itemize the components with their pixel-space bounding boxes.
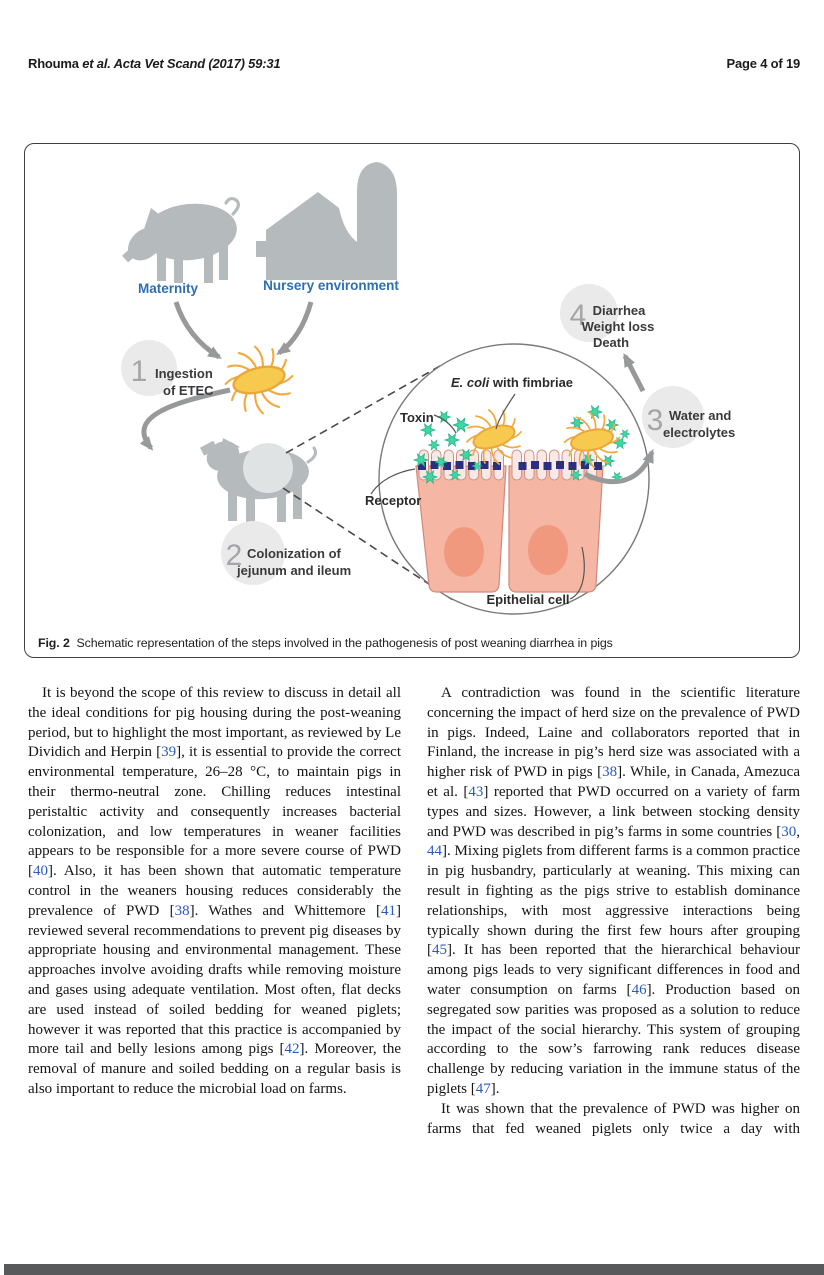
barn-silhouette: [256, 162, 397, 280]
reference-link[interactable]: 42: [284, 1041, 300, 1058]
running-citation: [28, 56, 280, 71]
step-1-number: 1: [130, 355, 148, 388]
step-3-number: 3: [646, 404, 664, 437]
paragraph: It was shown that the prevalence of PWD was higher on farms that fed weaned piglets only twice a day with: [427, 1100, 800, 1137]
figure-caption: [38, 636, 789, 650]
reference-link[interactable]: 40: [33, 863, 48, 880]
ecoli-label-rest: with fimbriae: [489, 375, 574, 390]
reference-link[interactable]: 38: [174, 902, 190, 919]
toxin-label: Toxin: [400, 410, 434, 425]
reference-link[interactable]: 39: [161, 744, 177, 761]
step-2-number: 2: [225, 539, 243, 572]
receptor-label: Receptor: [365, 493, 422, 508]
step-2-line-1: Colonization of: [247, 546, 341, 561]
epithelial-cell-label: Epithelial cell: [486, 592, 570, 607]
page-number: Page 4 of 19: [726, 56, 800, 71]
reference-link[interactable]: 30: [781, 823, 797, 840]
step-4-number: 4: [569, 299, 587, 332]
step-4-line-2: Weight loss: [581, 319, 655, 334]
piglet-silhouette: [200, 435, 316, 522]
reference-link[interactable]: 38: [602, 764, 618, 781]
author-name: Rhouma: [28, 56, 79, 71]
right-column: [427, 684, 800, 1139]
arrow-to-step-4: [625, 356, 643, 391]
left-column: [28, 684, 401, 1139]
step-4-line-1: Diarrhea: [592, 303, 646, 318]
cell-nucleus: [528, 525, 568, 575]
figure-2-illustration: [25, 144, 801, 619]
etec-bacterium-icon: [219, 340, 300, 421]
reference-link[interactable]: 47: [475, 1080, 491, 1097]
sow-silhouette: [122, 199, 240, 283]
cell-nucleus: [444, 527, 484, 577]
reference-link[interactable]: 45: [432, 942, 447, 959]
step-2-badge: [221, 521, 351, 585]
step-4-badge: [560, 284, 654, 350]
step-4-line-3: Death: [592, 335, 630, 350]
step-2-line-2: jejunum and ileum: [237, 563, 352, 578]
journal-citation: et al. Acta Vet Scand (2017) 59:31: [78, 56, 281, 71]
reference-link[interactable]: 43: [468, 783, 484, 800]
page-header: [28, 56, 800, 71]
bottom-page-bar: [4, 1264, 824, 1275]
paragraph: It is beyond the scope of this review to discuss in detail all the ideal conditions for pig housing during the post-weaning period, but to highlight the most important, as reviewed by Le Dividich and Herpin [39], it is essential to provide the correct environmental temperature, 26–28 °C, to maintain pigs in their thermo-neutral zone. Chilling reduces intestinal peristaltic activity and consequently increases bacterial colonization, and low temperatures in weaner facilities appears to be responsible for a more severe course of PWD [40]. Also, it has been shown that automatic temperature control in the weaners housing reduces considerably the prevalence of PWD [38]. Wathes and Whittemore [41] reviewed several recommendations to prevent pig diseases by appropriate housing and environmental management. These approaches involve avoiding drafts while removing moisture and gases using adequate ventilation. Most often, flat decks are used instead of soiled bedding for weaned piglets; however it was reported that this practice is accompanied by more tail and belly lesions among pigs [42]. Moreover, the removal of manure and soiled bedding on a regular basis is also important to reduce the microbial load on farms.: [28, 685, 401, 1097]
step-3-line-2: electrolytes: [663, 425, 736, 440]
figure-caption-text: Schematic representation of the steps involved in the pathogenesis of post weaning diarrhea in pigs: [76, 636, 613, 650]
step-1-badge: [121, 340, 214, 398]
figure-caption-label: Fig. 2: [38, 636, 70, 650]
intestine-highlight-circle: [243, 443, 293, 493]
step-1-line-2: of ETEC: [163, 383, 214, 398]
reference-link[interactable]: 44: [427, 843, 442, 860]
ecoli-label-italic: E. coli: [450, 375, 490, 390]
reference-link[interactable]: 46: [631, 981, 647, 998]
body-text: [28, 684, 800, 1139]
nursery-label: Nursery environment: [263, 278, 399, 293]
step-3-badge: [642, 386, 735, 448]
figure-2-panel: [24, 143, 800, 658]
step-3-line-1: Water and: [669, 408, 732, 423]
paragraph: A contradiction was found in the scientific literature concerning the impact of herd size on the prevalence of PWD in pigs. Indeed, Laine and collaborators reported that in Finland, the increase in pig’s herd size was associated with a higher risk of PWD in pigs [38]. While, in Canada, Amezuca et al. [43] reported that PWD occurred on a variety of farm types and sizes. However, a link between stocking density and PWD was described in pig’s farms in some countries [30, 44]. Mixing piglets from different farms is a common practice in pig husbandry, particularly at weaning. This mixing can result in fighting as the pigs strive to establish dominance relationships, with most aggressive interactions being typically shown during the first few hours after grouping [45]. It has been reported that the hierarchical behaviour among pigs leads to very significant differences in food and water consumption on farms [46]. Production based on segregated sow parities was proposed as a solution to reduce the impact of the social hierarchy. This system of grouping according to the sow’s farrowing rank reduces disease challenge by reducing variation in the immune status of the piglets [47].: [427, 685, 800, 1097]
ecoli-label: [451, 375, 573, 390]
step-1-line-1: Ingestion: [155, 366, 213, 381]
maternity-label: Maternity: [137, 281, 199, 296]
reference-link[interactable]: 41: [381, 902, 396, 919]
